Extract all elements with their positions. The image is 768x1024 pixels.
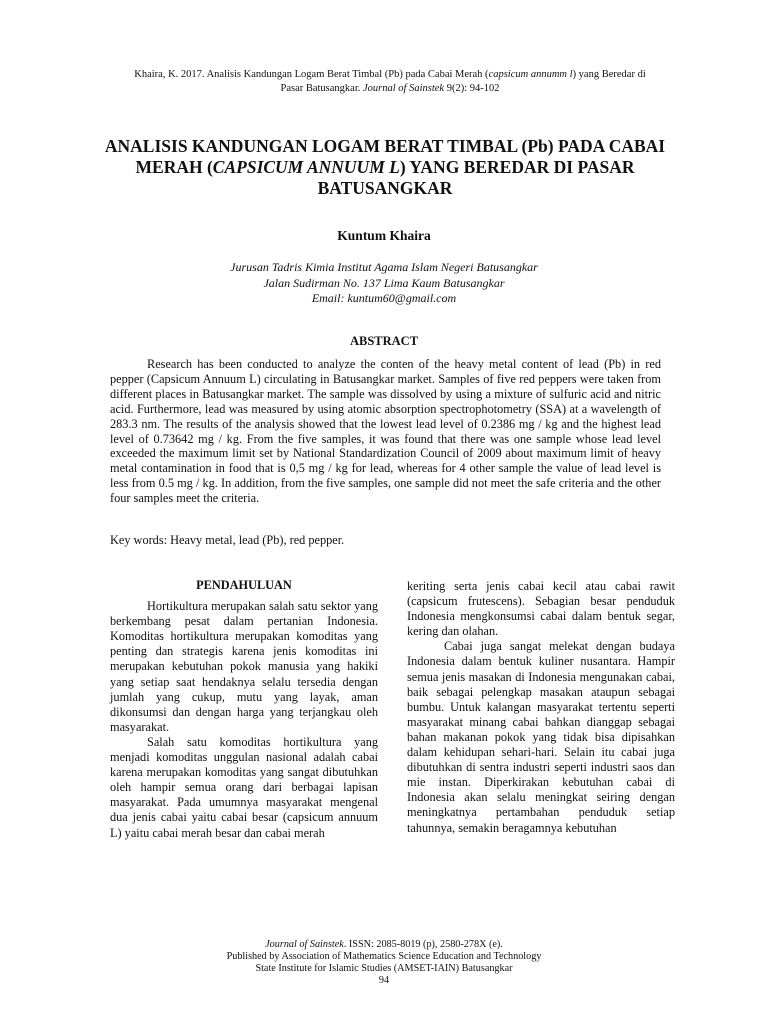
citation-volume: 9(2): 94-102 <box>444 83 500 94</box>
paragraph: Cabai juga sangat melekat dengan budaya Indonesia dalam bentuk kuliner nusantara. Hampir semua jenis masakan di Indonesia mengunakan cabai, baik sebagai pelengkap masakan ataupun sebagai bumbu. Untuk kalangan masyarakat tertentu seperti masyarakat minang cabai bahkan dianggap sebagai bahan makanan pokok yang tidak bisa dipisahkan dalam kehidupan sehari-hari. Selain itu cabai juga dibutuhkan di sentra industri seperti industri saos dan mie instan. Diperkirakan kebutuhan cabai di Indonesia akan selalu meningkat seiring dengan meningkatnya pertambahan penduduk setiap tahunnya, semakin beragamnya kebutuhan <box>407 639 675 835</box>
left-column <box>110 578 378 841</box>
keywords: Key words: Heavy metal, lead (Pb), red pepper. <box>110 533 345 547</box>
paragraph: Salah satu komoditas hortikultura yang menjadi komoditas unggulan nasional adalah cabai karena merupakan komoditas yang sangat dibutuhkan oleh hampir semua orang dari berbagai lapisan masyarakat. Pada umumnya masyarakat mengenal dua jenis cabai yaitu cabai besar (capsicum annuum L) yaitu cabai merah besar dan cabai merah <box>110 734 378 840</box>
title-species: CAPSICUM ANNUUM L <box>212 157 400 177</box>
paragraph: Hortikultura merupakan salah satu sektor yang berkembang pesat dalam pertanian Indonesia. Komoditas hortikultura merupakan komoditas yang penting dan strategis karena jenis komoditas ini merupakan kebutuhan pokok manusia yang hakiki yang setiap saat hendaknya selalu tersedia dengan jumlah yang cukup, mutu yang layak, aman dikonsumsi dan dengan harga yang terjangkau oleh masyarakat. <box>110 599 378 734</box>
abstract-heading: ABSTRACT <box>349 334 419 348</box>
paper-title <box>100 136 670 199</box>
page-number: 94 <box>378 975 390 986</box>
citation-line-2 <box>90 82 690 96</box>
citation-line-1 <box>90 68 690 82</box>
footer-line-3: State Institute for Islamic Studies (AMSET-IAIN) Batusangkar <box>255 963 513 974</box>
abstract-text: Research has been conducted to analyze the conten of the heavy metal content of lead (Pb) in red pepper (Capsicum Annuum L) circulating in Batusangkar market. Samples of five red peppers were taken from different places in Batusangkar market. The sample was dissolved by using a mixture of sulfuric acid and nitric acid. Furthermore, lead was measured by using atomic absorption spectrophotometry (SSA) at a wavelength of 283.3 nm. The results of the analysis showed that the lowest lead level of 0.2386 mg / kg and the highest lead level of 0.73642 mg / kg. From the five samples, it was found that there was one sample whose lead level exceeded the maximum limit set by National Standardization Council of 2009 about maximum limit of heavy metal contamination in food that is 0,5 mg / kg for lead, whereas for 4 other sample the value of lead level is less from 0.5 mg / kg. In addition, from the five samples, one sample did not meet the safe criteria and the other four samples meet the criteria. <box>110 357 661 506</box>
author-name: Kuntum Khaira <box>337 228 431 243</box>
citation-text-a: Khaira, K. 2017. Analisis Kandungan Logam Berat Timbal (Pb) pada Cabai Merah ( <box>134 69 489 80</box>
right-column <box>407 579 675 836</box>
footer-issn: . ISSN: 2085-8019 (p), 2580-278X (e). <box>343 939 503 950</box>
title-part-1: ANALISIS KANDUNGAN LOGAM BERAT TIMBAL (Pb) PADA CABAI MERAH ( <box>104 136 666 177</box>
citation-header <box>90 68 690 96</box>
affiliation-line-2: Jalan Sudirman No. 137 Lima Kaum Batusangkar <box>263 275 505 290</box>
footer-line-1 <box>0 939 768 951</box>
footer-line-2: Published by Association of Mathematics Science Education and Technology <box>226 951 542 962</box>
title-part-2: ) YANG BEREDAR DI PASAR BATUSANGKAR <box>317 157 635 198</box>
citation-text-c: Pasar Batusangkar. <box>280 83 364 94</box>
author-email: Email: kuntum60@gmail.com <box>311 291 457 305</box>
affiliation <box>0 260 768 307</box>
page-footer <box>0 939 768 987</box>
citation-text-b: ) yang Beredar di <box>572 69 646 80</box>
citation-journal: Journal of Sainstek <box>363 83 445 94</box>
citation-species: capsicum annumm l <box>488 69 573 80</box>
affiliation-line-1: Jurusan Tadris Kimia Institut Agama Islam Negeri Batusangkar <box>230 260 538 274</box>
section-heading: PENDAHULUAN <box>196 578 292 592</box>
paragraph: keriting serta jenis cabai kecil atau cabai rawit (capsicum frutescens). Sebagian besar penduduk Indonesia mengkonsumsi cabai dalam bentuk segar, kering dan olahan. <box>407 579 675 639</box>
footer-journal: Journal of Sainstek <box>265 939 344 950</box>
